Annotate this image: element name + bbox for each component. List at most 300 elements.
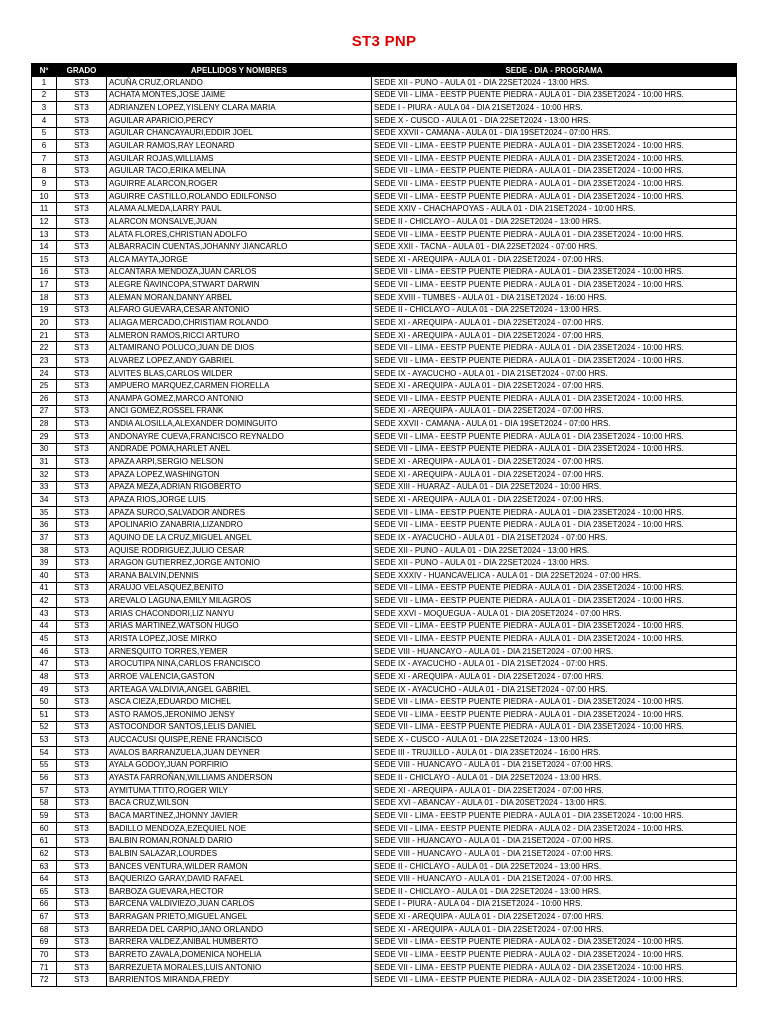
grade-cell: ST3: [57, 557, 107, 570]
venue-schedule-cell: SEDE XXII - TACNA - AULA 01 - DIA 22SET2024 - 07:00 HRS.: [372, 241, 737, 254]
row-number-cell: 5: [32, 127, 57, 140]
table-row: [32, 848, 737, 861]
row-number-cell: 8: [32, 165, 57, 178]
table-row: [32, 494, 737, 507]
table-row: [32, 203, 737, 216]
grade-cell: ST3: [57, 873, 107, 886]
grade-cell: ST3: [57, 582, 107, 595]
row-number-cell: 13: [32, 228, 57, 241]
row-number-cell: 67: [32, 911, 57, 924]
row-number-cell: 39: [32, 557, 57, 570]
full-name-cell: AYMITUMA TTITO,ROGER WILY: [107, 784, 372, 797]
table-row: [32, 544, 737, 557]
grade-cell: ST3: [57, 671, 107, 684]
row-number-cell: 45: [32, 633, 57, 646]
full-name-cell: BALBIN SALAZAR,LOURDES: [107, 848, 372, 861]
full-name-cell: BARCENA VALDIVIEZO,JUAN CARLOS: [107, 898, 372, 911]
venue-schedule-cell: SEDE VII - LIMA - EESTP PUENTE PIEDRA - AULA 02 - DIA 23SET2024 - 10:00 HRS.: [372, 961, 737, 974]
table-body: [32, 77, 737, 987]
venue-schedule-cell: SEDE I - PIURA - AULA 04 - DIA 21SET2024 - 10:00 HRS.: [372, 898, 737, 911]
row-number-cell: 29: [32, 430, 57, 443]
full-name-cell: BARRERA VALDEZ,ANIBAL HUMBERTO: [107, 936, 372, 949]
row-number-cell: 66: [32, 898, 57, 911]
grade-cell: ST3: [57, 228, 107, 241]
table-row: [32, 456, 737, 469]
full-name-cell: BARRIENTOS MIRANDA,FREDY: [107, 974, 372, 987]
row-number-cell: 43: [32, 607, 57, 620]
table-row: [32, 152, 737, 165]
grade-cell: ST3: [57, 77, 107, 90]
venue-schedule-cell: SEDE I - PIURA - AULA 04 - DIA 21SET2024 - 10:00 HRS.: [372, 102, 737, 115]
table-row: [32, 810, 737, 823]
row-number-cell: 7: [32, 152, 57, 165]
grade-cell: ST3: [57, 759, 107, 772]
grade-cell: ST3: [57, 658, 107, 671]
row-number-cell: 17: [32, 279, 57, 292]
row-number-cell: 55: [32, 759, 57, 772]
table-row: [32, 633, 737, 646]
full-name-cell: ALTAMIRANO POLUCO,JUAN DE DIOS: [107, 342, 372, 355]
full-name-cell: BACA CRUZ,WILSON: [107, 797, 372, 810]
row-number-cell: 62: [32, 848, 57, 861]
grade-cell: ST3: [57, 304, 107, 317]
row-number-cell: 71: [32, 961, 57, 974]
row-number-cell: 10: [32, 190, 57, 203]
table-row: [32, 405, 737, 418]
row-number-cell: 30: [32, 443, 57, 456]
venue-schedule-cell: SEDE X - CUSCO - AULA 01 - DIA 22SET2024 - 13:00 HRS.: [372, 114, 737, 127]
grade-cell: ST3: [57, 430, 107, 443]
grade-cell: ST3: [57, 633, 107, 646]
venue-schedule-cell: SEDE VII - LIMA - EESTP PUENTE PIEDRA - AULA 01 - DIA 23SET2024 - 10:00 HRS.: [372, 430, 737, 443]
full-name-cell: AGUILAR APARICIO,PERCY: [107, 114, 372, 127]
table-row: [32, 127, 737, 140]
grade-cell: ST3: [57, 494, 107, 507]
venue-schedule-cell: SEDE VII - LIMA - EESTP PUENTE PIEDRA - AULA 01 - DIA 23SET2024 - 10:00 HRS.: [372, 810, 737, 823]
grade-cell: ST3: [57, 279, 107, 292]
row-number-cell: 18: [32, 291, 57, 304]
full-name-cell: ALBARRACIN CUENTAS,JOHANNY JIANCARLO: [107, 241, 372, 254]
row-number-cell: 50: [32, 696, 57, 709]
grade-cell: ST3: [57, 102, 107, 115]
grade-cell: ST3: [57, 89, 107, 102]
row-number-cell: 51: [32, 709, 57, 722]
row-number-cell: 68: [32, 923, 57, 936]
full-name-cell: ALCA MAYTA,JORGE: [107, 253, 372, 266]
table-row: [32, 102, 737, 115]
venue-schedule-cell: SEDE VII - LIMA - EESTP PUENTE PIEDRA - AULA 01 - DIA 23SET2024 - 10:00 HRS.: [372, 152, 737, 165]
full-name-cell: BACA MARTINEZ,JHONNY JAVIER: [107, 810, 372, 823]
venue-schedule-cell: SEDE VII - LIMA - EESTP PUENTE PIEDRA - AULA 01 - DIA 23SET2024 - 10:00 HRS.: [372, 140, 737, 153]
table-row: [32, 380, 737, 393]
venue-schedule-cell: SEDE VII - LIMA - EESTP PUENTE PIEDRA - AULA 01 - DIA 23SET2024 - 10:00 HRS.: [372, 228, 737, 241]
full-name-cell: ASTO RAMOS,JERONIMO JENSY: [107, 709, 372, 722]
table-row: [32, 481, 737, 494]
grade-cell: ST3: [57, 822, 107, 835]
full-name-cell: ASTOCONDOR SANTOS,LELIS DANIEL: [107, 721, 372, 734]
venue-schedule-cell: SEDE VII - LIMA - EESTP PUENTE PIEDRA - AULA 01 - DIA 23SET2024 - 10:00 HRS.: [372, 443, 737, 456]
table-row: [32, 860, 737, 873]
table-row: [32, 620, 737, 633]
venue-schedule-cell: SEDE VIII - HUANCAYO - AULA 01 - DIA 21SET2024 - 07:00 HRS.: [372, 848, 737, 861]
row-number-cell: 12: [32, 216, 57, 229]
col-venue-header: SEDE - DIA - PROGRAMA: [372, 64, 737, 77]
table-row: [32, 342, 737, 355]
grade-cell: ST3: [57, 734, 107, 747]
table-row: [32, 898, 737, 911]
table-row: [32, 671, 737, 684]
row-number-cell: 23: [32, 355, 57, 368]
table-row: [32, 114, 737, 127]
venue-schedule-cell: SEDE VII - LIMA - EESTP PUENTE PIEDRA - AULA 01 - DIA 23SET2024 - 10:00 HRS.: [372, 519, 737, 532]
grade-cell: ST3: [57, 291, 107, 304]
grade-cell: ST3: [57, 443, 107, 456]
full-name-cell: BARRETO ZAVALA,DOMENICA NOHELIA: [107, 949, 372, 962]
venue-schedule-cell: SEDE VII - LIMA - EESTP PUENTE PIEDRA - AULA 01 - DIA 23SET2024 - 10:00 HRS.: [372, 393, 737, 406]
full-name-cell: BANCES VENTURA,WILDER RAMON: [107, 860, 372, 873]
venue-schedule-cell: SEDE XXVI - MOQUEGUA - AULA 01 - DIA 20SET2024 - 07:00 HRS.: [372, 607, 737, 620]
venue-schedule-cell: SEDE XI - AREQUIPA - AULA 01 - DIA 22SET2024 - 07:00 HRS.: [372, 380, 737, 393]
table-row: [32, 190, 737, 203]
grade-cell: ST3: [57, 519, 107, 532]
table-row: [32, 355, 737, 368]
full-name-cell: APAZA SURCO,SALVADOR ANDRES: [107, 506, 372, 519]
grade-cell: ST3: [57, 936, 107, 949]
row-number-cell: 3: [32, 102, 57, 115]
table-row: [32, 595, 737, 608]
table-row: [32, 77, 737, 90]
row-number-cell: 31: [32, 456, 57, 469]
venue-schedule-cell: SEDE VII - LIMA - EESTP PUENTE PIEDRA - AULA 02 - DIA 23SET2024 - 10:00 HRS.: [372, 949, 737, 962]
full-name-cell: ARTEAGA VALDIVIA,ANGEL GABRIEL: [107, 683, 372, 696]
full-name-cell: BADILLO MENDOZA,EZEQUIEL NOE: [107, 822, 372, 835]
venue-schedule-cell: SEDE II - CHICLAYO - AULA 01 - DIA 22SET2024 - 13:00 HRS.: [372, 216, 737, 229]
venue-schedule-cell: SEDE XI - AREQUIPA - AULA 01 - DIA 22SET2024 - 07:00 HRS.: [372, 456, 737, 469]
venue-schedule-cell: SEDE VII - LIMA - EESTP PUENTE PIEDRA - AULA 01 - DIA 23SET2024 - 10:00 HRS.: [372, 696, 737, 709]
full-name-cell: BARRAGAN PRIETO,MIGUEL ANGEL: [107, 911, 372, 924]
table-row: [32, 418, 737, 431]
grade-cell: ST3: [57, 961, 107, 974]
grade-cell: ST3: [57, 127, 107, 140]
full-name-cell: ALEGRE ÑAVINCOPA,STWART DARWIN: [107, 279, 372, 292]
venue-schedule-cell: SEDE VII - LIMA - EESTP PUENTE PIEDRA - AULA 01 - DIA 23SET2024 - 10:00 HRS.: [372, 620, 737, 633]
table-row: [32, 746, 737, 759]
row-number-cell: 16: [32, 266, 57, 279]
row-number-cell: 11: [32, 203, 57, 216]
full-name-cell: AQUINO DE LA CRUZ,MIGUEL ANGEL: [107, 532, 372, 545]
row-number-cell: 28: [32, 418, 57, 431]
venue-schedule-cell: SEDE VIII - HUANCAYO - AULA 01 - DIA 21SET2024 - 07:00 HRS.: [372, 835, 737, 848]
table-row: [32, 393, 737, 406]
venue-schedule-cell: SEDE IX - AYACUCHO - AULA 01 - DIA 21SET2024 - 07:00 HRS.: [372, 532, 737, 545]
roster-table: [31, 63, 737, 987]
full-name-cell: ANDRADE POMA,HARLET ANEL: [107, 443, 372, 456]
table-row: [32, 291, 737, 304]
row-number-cell: 70: [32, 949, 57, 962]
grade-cell: ST3: [57, 784, 107, 797]
full-name-cell: APAZA MEZA,ADRIAN RIGOBERTO: [107, 481, 372, 494]
row-number-cell: 64: [32, 873, 57, 886]
row-number-cell: 20: [32, 317, 57, 330]
row-number-cell: 54: [32, 746, 57, 759]
venue-schedule-cell: SEDE XI - AREQUIPA - AULA 01 - DIA 22SET2024 - 07:00 HRS.: [372, 784, 737, 797]
grade-cell: ST3: [57, 329, 107, 342]
table-header: [32, 64, 737, 77]
venue-schedule-cell: SEDE IX - AYACUCHO - AULA 01 - DIA 21SET2024 - 07:00 HRS.: [372, 367, 737, 380]
table-row: [32, 228, 737, 241]
venue-schedule-cell: SEDE VII - LIMA - EESTP PUENTE PIEDRA - AULA 01 - DIA 23SET2024 - 10:00 HRS.: [372, 633, 737, 646]
full-name-cell: ASCA CIEZA,EDUARDO MICHEL: [107, 696, 372, 709]
full-name-cell: APAZA LOPEZ,WASHINGTON: [107, 468, 372, 481]
full-name-cell: ARISTA LOPEZ,JOSE MIRKO: [107, 633, 372, 646]
grade-cell: ST3: [57, 266, 107, 279]
venue-schedule-cell: SEDE XXXIV - HUANCAVELICA - AULA 01 - DIA 22SET2024 - 07:00 HRS.: [372, 569, 737, 582]
grade-cell: ST3: [57, 898, 107, 911]
row-number-cell: 44: [32, 620, 57, 633]
full-name-cell: AGUIRRE CASTILLO,ROLANDO EDILFONSO: [107, 190, 372, 203]
full-name-cell: ARIAS MARTINEZ,WATSON HUGO: [107, 620, 372, 633]
venue-schedule-cell: SEDE XXIV - CHACHAPOYAS - AULA 01 - DIA 21SET2024 - 10:00 HRS.: [372, 203, 737, 216]
row-number-cell: 25: [32, 380, 57, 393]
row-number-cell: 72: [32, 974, 57, 987]
full-name-cell: ALATA FLORES,CHRISTIAN ADOLFO: [107, 228, 372, 241]
row-number-cell: 27: [32, 405, 57, 418]
row-number-cell: 1: [32, 77, 57, 90]
full-name-cell: AREVALO LAGUNA,EMILY MILAGROS: [107, 595, 372, 608]
row-number-cell: 65: [32, 886, 57, 899]
col-number-header: Nº: [32, 64, 57, 77]
venue-schedule-cell: SEDE XXVII - CAMANA - AULA 01 - DIA 19SET2024 - 07:00 HRS.: [372, 127, 737, 140]
grade-cell: ST3: [57, 456, 107, 469]
grade-cell: ST3: [57, 317, 107, 330]
table-row: [32, 797, 737, 810]
table-row: [32, 772, 737, 785]
table-row: [32, 430, 737, 443]
table-row: [32, 165, 737, 178]
venue-schedule-cell: SEDE XII - PUNO - AULA 01 - DIA 22SET2024 - 13:00 HRS.: [372, 544, 737, 557]
full-name-cell: BALBIN ROMAN,RONALD DARIO: [107, 835, 372, 848]
col-name-header: APELLIDOS Y NOMBRES: [107, 64, 372, 77]
table-row: [32, 216, 737, 229]
grade-cell: ST3: [57, 241, 107, 254]
table-row: [32, 241, 737, 254]
venue-schedule-cell: SEDE VIII - HUANCAYO - AULA 01 - DIA 21SET2024 - 07:00 HRS.: [372, 873, 737, 886]
row-number-cell: 60: [32, 822, 57, 835]
full-name-cell: BARREZUETA MORALES,LUIS ANTONIO: [107, 961, 372, 974]
row-number-cell: 4: [32, 114, 57, 127]
table-row: [32, 734, 737, 747]
table-row: [32, 557, 737, 570]
table-row: [32, 873, 737, 886]
venue-schedule-cell: SEDE VII - LIMA - EESTP PUENTE PIEDRA - AULA 01 - DIA 23SET2024 - 10:00 HRS.: [372, 582, 737, 595]
venue-schedule-cell: SEDE VII - LIMA - EESTP PUENTE PIEDRA - AULA 01 - DIA 23SET2024 - 10:00 HRS.: [372, 266, 737, 279]
venue-schedule-cell: SEDE VII - LIMA - EESTP PUENTE PIEDRA - AULA 01 - DIA 23SET2024 - 10:00 HRS.: [372, 342, 737, 355]
table-row: [32, 519, 737, 532]
venue-schedule-cell: SEDE XI - AREQUIPA - AULA 01 - DIA 22SET2024 - 07:00 HRS.: [372, 329, 737, 342]
table-row: [32, 784, 737, 797]
row-number-cell: 58: [32, 797, 57, 810]
venue-schedule-cell: SEDE XXVII - CAMANA - AULA 01 - DIA 19SET2024 - 07:00 HRS.: [372, 418, 737, 431]
header-row: [32, 64, 737, 77]
row-number-cell: 34: [32, 494, 57, 507]
venue-schedule-cell: SEDE XVIII - TUMBES - AULA 01 - DIA 21SET2024 - 16:00 HRS.: [372, 291, 737, 304]
row-number-cell: 22: [32, 342, 57, 355]
table-row: [32, 140, 737, 153]
full-name-cell: ALIAGA MERCADO,CHRISTIAM ROLANDO: [107, 317, 372, 330]
row-number-cell: 33: [32, 481, 57, 494]
row-number-cell: 52: [32, 721, 57, 734]
venue-schedule-cell: SEDE VII - LIMA - EESTP PUENTE PIEDRA - AULA 01 - DIA 23SET2024 - 10:00 HRS.: [372, 165, 737, 178]
grade-cell: ST3: [57, 355, 107, 368]
row-number-cell: 24: [32, 367, 57, 380]
grade-cell: ST3: [57, 152, 107, 165]
grade-cell: ST3: [57, 253, 107, 266]
table-row: [32, 329, 737, 342]
row-number-cell: 59: [32, 810, 57, 823]
table-row: [32, 532, 737, 545]
table-row: [32, 721, 737, 734]
row-number-cell: 21: [32, 329, 57, 342]
table-row: [32, 89, 737, 102]
full-name-cell: ALEMAN MORAN,DANNY ARBEL: [107, 291, 372, 304]
full-name-cell: AMPUERO MARQUEZ,CARMEN FIORELLA: [107, 380, 372, 393]
grade-cell: ST3: [57, 114, 107, 127]
venue-schedule-cell: SEDE XI - AREQUIPA - AULA 01 - DIA 22SET2024 - 07:00 HRS.: [372, 317, 737, 330]
row-number-cell: 42: [32, 595, 57, 608]
grade-cell: ST3: [57, 772, 107, 785]
grade-cell: ST3: [57, 595, 107, 608]
table-row: [32, 709, 737, 722]
venue-schedule-cell: SEDE VII - LIMA - EESTP PUENTE PIEDRA - AULA 01 - DIA 23SET2024 - 10:00 HRS.: [372, 721, 737, 734]
full-name-cell: AROCUTIPA NINA,CARLOS FRANCISCO: [107, 658, 372, 671]
venue-schedule-cell: SEDE VII - LIMA - EESTP PUENTE PIEDRA - AULA 01 - DIA 23SET2024 - 10:00 HRS.: [372, 190, 737, 203]
table-row: [32, 683, 737, 696]
table-row: [32, 367, 737, 380]
full-name-cell: ANCI GOMEZ,ROSSEL FRANK: [107, 405, 372, 418]
grade-cell: ST3: [57, 203, 107, 216]
table-row: [32, 974, 737, 987]
row-number-cell: 57: [32, 784, 57, 797]
grade-cell: ST3: [57, 923, 107, 936]
table-row: [32, 506, 737, 519]
full-name-cell: ARAGON GUTIERREZ,JORGE ANTONIO: [107, 557, 372, 570]
full-name-cell: ADRIANZEN LOPEZ,YISLENY CLARA MARIA: [107, 102, 372, 115]
full-name-cell: ALMERON RAMOS,RICCI ARTURO: [107, 329, 372, 342]
row-number-cell: 26: [32, 393, 57, 406]
grade-cell: ST3: [57, 721, 107, 734]
grade-cell: ST3: [57, 620, 107, 633]
table-row: [32, 658, 737, 671]
grade-cell: ST3: [57, 607, 107, 620]
venue-schedule-cell: SEDE II - CHICLAYO - AULA 01 - DIA 22SET2024 - 13:00 HRS.: [372, 304, 737, 317]
table-row: [32, 443, 737, 456]
table-row: [32, 923, 737, 936]
venue-schedule-cell: SEDE VII - LIMA - EESTP PUENTE PIEDRA - AULA 01 - DIA 23SET2024 - 10:00 HRS.: [372, 709, 737, 722]
grade-cell: ST3: [57, 165, 107, 178]
venue-schedule-cell: SEDE VIII - HUANCAYO - AULA 01 - DIA 21SET2024 - 07:00 HRS.: [372, 759, 737, 772]
full-name-cell: AGUILAR TACO,ERIKA MELINA: [107, 165, 372, 178]
full-name-cell: AYALA GODOY,JUAN PORFIRIO: [107, 759, 372, 772]
full-name-cell: ACUÑA CRUZ,ORLANDO: [107, 77, 372, 90]
grade-cell: ST3: [57, 949, 107, 962]
grade-cell: ST3: [57, 405, 107, 418]
table-row: [32, 822, 737, 835]
table-row: [32, 468, 737, 481]
grade-cell: ST3: [57, 886, 107, 899]
full-name-cell: BARBOZA GUEVARA,HECTOR: [107, 886, 372, 899]
venue-schedule-cell: SEDE XI - AREQUIPA - AULA 01 - DIA 22SET2024 - 07:00 HRS.: [372, 405, 737, 418]
table-row: [32, 949, 737, 962]
table-row: [32, 936, 737, 949]
venue-schedule-cell: SEDE XIII - HUARAZ - AULA 01 - DIA 22SET2024 - 10:00 HRS.: [372, 481, 737, 494]
row-number-cell: 14: [32, 241, 57, 254]
row-number-cell: 56: [32, 772, 57, 785]
grade-cell: ST3: [57, 367, 107, 380]
page-title: ST3 PNP: [351, 33, 417, 50]
full-name-cell: ANAMPA GOMEZ,MARCO ANTONIO: [107, 393, 372, 406]
table-row: [32, 911, 737, 924]
full-name-cell: ALVITES BLAS,CARLOS WILDER: [107, 367, 372, 380]
grade-cell: ST3: [57, 532, 107, 545]
venue-schedule-cell: SEDE VII - LIMA - EESTP PUENTE PIEDRA - AULA 01 - DIA 23SET2024 - 10:00 HRS.: [372, 279, 737, 292]
table-row: [32, 266, 737, 279]
venue-schedule-cell: SEDE VII - LIMA - EESTP PUENTE PIEDRA - AULA 01 - DIA 23SET2024 - 10:00 HRS.: [372, 355, 737, 368]
row-number-cell: 35: [32, 506, 57, 519]
table-row: [32, 961, 737, 974]
table-row: [32, 835, 737, 848]
full-name-cell: ARAUJO VELASQUEZ,BENITO: [107, 582, 372, 595]
grade-cell: ST3: [57, 342, 107, 355]
grade-cell: ST3: [57, 569, 107, 582]
grade-cell: ST3: [57, 140, 107, 153]
grade-cell: ST3: [57, 974, 107, 987]
row-number-cell: 47: [32, 658, 57, 671]
full-name-cell: BARREDA DEL CARPIO,JANO ORLANDO: [107, 923, 372, 936]
table-row: [32, 304, 737, 317]
row-number-cell: 40: [32, 569, 57, 582]
full-name-cell: AQUISE RODRIGUEZ,JULIO CESAR: [107, 544, 372, 557]
table-row: [32, 607, 737, 620]
row-number-cell: 36: [32, 519, 57, 532]
venue-schedule-cell: SEDE II - CHICLAYO - AULA 01 - DIA 22SET2024 - 13:00 HRS.: [372, 860, 737, 873]
grade-cell: ST3: [57, 380, 107, 393]
grade-cell: ST3: [57, 696, 107, 709]
grade-cell: ST3: [57, 746, 107, 759]
full-name-cell: ARROE VALENCIA,GASTON: [107, 671, 372, 684]
venue-schedule-cell: SEDE II - CHICLAYO - AULA 01 - DIA 22SET2024 - 13:00 HRS.: [372, 772, 737, 785]
full-name-cell: ANDIA ALOSILLA,ALEXANDER DOMINGUITO: [107, 418, 372, 431]
table-row: [32, 886, 737, 899]
full-name-cell: ARIAS CHACONDORI,LIZ NANYU: [107, 607, 372, 620]
table-row: [32, 759, 737, 772]
grade-cell: ST3: [57, 418, 107, 431]
venue-schedule-cell: SEDE VII - LIMA - EESTP PUENTE PIEDRA - AULA 02 - DIA 23SET2024 - 10:00 HRS.: [372, 936, 737, 949]
row-number-cell: 53: [32, 734, 57, 747]
venue-schedule-cell: SEDE VII - LIMA - EESTP PUENTE PIEDRA - AULA 02 - DIA 23SET2024 - 10:00 HRS.: [372, 822, 737, 835]
table-row: [32, 696, 737, 709]
venue-schedule-cell: SEDE XI - AREQUIPA - AULA 01 - DIA 22SET2024 - 07:00 HRS.: [372, 923, 737, 936]
venue-schedule-cell: SEDE X - CUSCO - AULA 01 - DIA 22SET2024 - 13:00 HRS.: [372, 734, 737, 747]
grade-cell: ST3: [57, 848, 107, 861]
full-name-cell: APAZA ARPI,SERGIO NELSON: [107, 456, 372, 469]
row-number-cell: 48: [32, 671, 57, 684]
venue-schedule-cell: SEDE XI - AREQUIPA - AULA 01 - DIA 22SET2024 - 07:00 HRS.: [372, 468, 737, 481]
grade-cell: ST3: [57, 645, 107, 658]
full-name-cell: ALVAREZ LOPEZ,ANDY GABRIEL: [107, 355, 372, 368]
grade-cell: ST3: [57, 835, 107, 848]
full-name-cell: AGUILAR ROJAS,WILLIAMS: [107, 152, 372, 165]
col-grade-header: GRADO: [57, 64, 107, 77]
